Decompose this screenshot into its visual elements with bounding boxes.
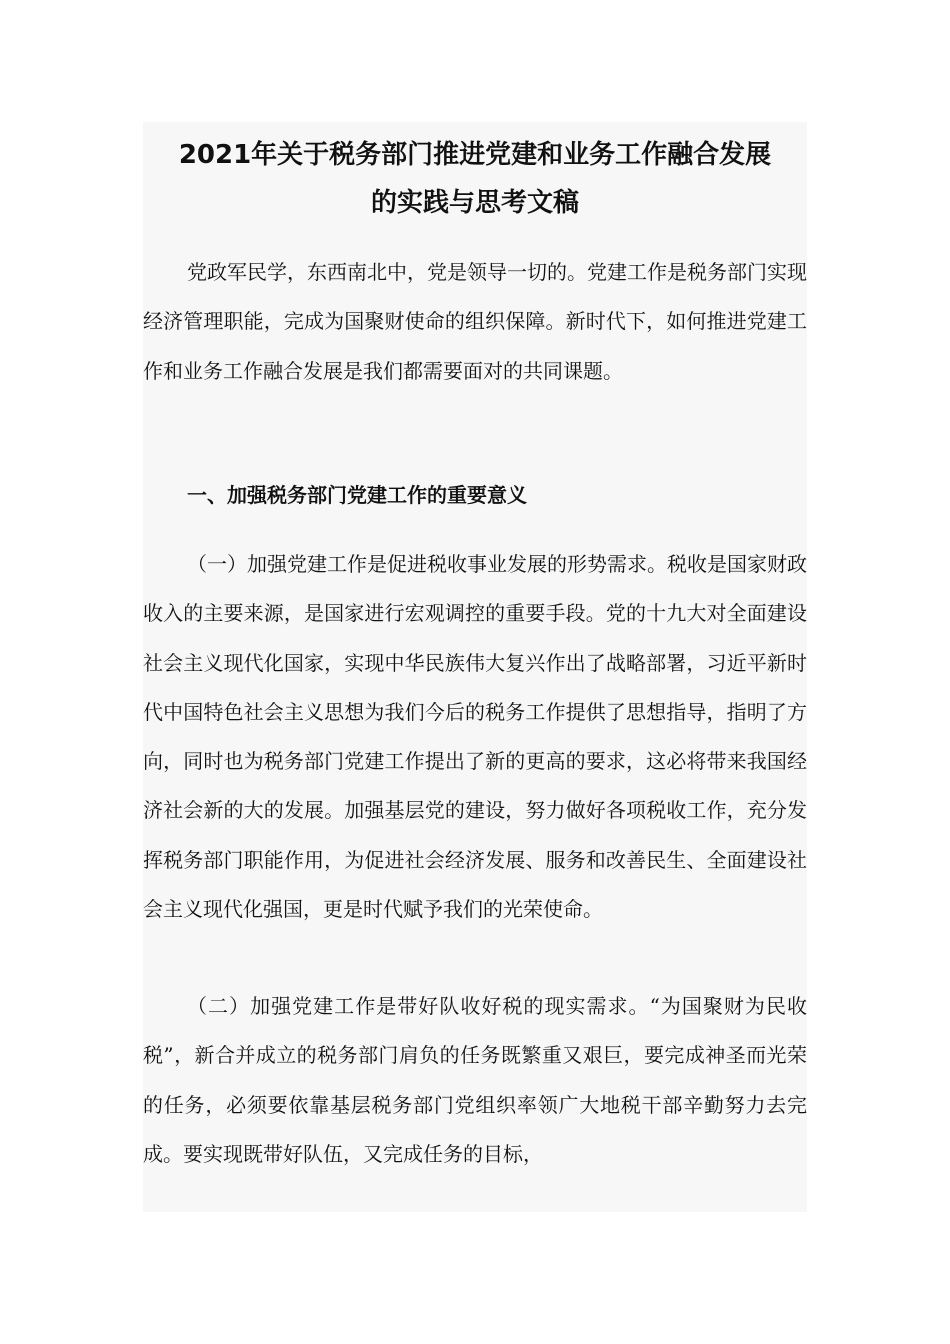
document-title-line-1: 2021年关于税务部门推进党建和业务工作融合发展 (178, 140, 772, 170)
document-page (143, 122, 807, 1212)
intro-paragraph: 党政军民学，东西南北中，党是领导一切的。党建工作是税务部门实现经济管理职能，完成为国聚财使命的组织保障。新时代下，如何推进党建工作和业务工作融合发展是我们都需要面对的共同课题。 (143, 260, 807, 383)
body-paragraph-1: （一）加强党建工作是促进税收事业发展的形势需求。税收是国家财政收入的主要来源，是国家进行宏观调控的重要手段。党的十九大对全面建设社会主义现代化国家，实现中华民族伟大复兴作出了战略部署，习近平新时代中国特色社会主义思想为我们今后的税务工作提供了思想指导，指明了方向，同时也为税务部门党建工作提出了新的更高的要求，这必将带来我国经济社会新的大的发展。加强基层党的建设，努力做好各项税收工作，充分发挥税务部门职能作用，为促进社会经济发展、服务和改善民生、全面建设社会主义现代化强国，更是时代赋予我们的光荣使命。 (143, 552, 807, 922)
section-heading: 一、加强税务部门党建工作的重要意义 (187, 483, 527, 507)
document-title-line-2: 的实践与思考文稿 (370, 188, 579, 218)
body-paragraph-2: （二）加强党建工作是带好队收好税的现实需求。“为国聚财为民收税”，新合并成立的税务部门肩负的任务既繁重又艰巨，要完成神圣而光荣的任务，必须要依靠基层税务部门党组织率领广大地税干部辛勤努力去完成。要实现既带好队伍，又完成任务的目标， (143, 994, 807, 1166)
